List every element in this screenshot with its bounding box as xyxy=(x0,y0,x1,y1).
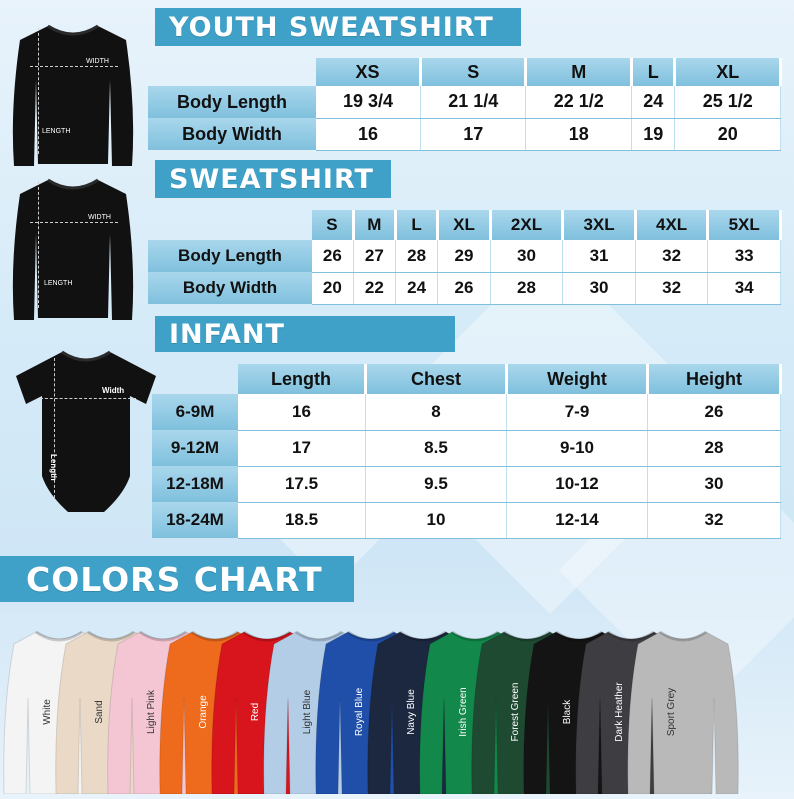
color-name-label: Sand xyxy=(94,700,105,724)
table-cell: 32 xyxy=(635,240,708,272)
size-header: S xyxy=(420,58,526,86)
column-header: Chest xyxy=(366,364,507,394)
length-label: LENGTH xyxy=(42,128,71,135)
table-cell: 27 xyxy=(353,240,395,272)
sweatshirt-size-header-row xyxy=(148,210,781,240)
table-cell: 7-9 xyxy=(507,394,648,430)
row-label: Body Length xyxy=(148,240,312,272)
size-header: L xyxy=(631,58,674,86)
color-name-label: White xyxy=(42,699,53,725)
sweatshirt-size-table xyxy=(148,210,782,305)
table-row xyxy=(148,272,781,304)
table-cell: 10-12 xyxy=(507,466,648,502)
column-header: Weight xyxy=(507,364,648,394)
table-row xyxy=(152,502,781,538)
row-label: 6-9M xyxy=(152,394,238,430)
table-cell: 22 xyxy=(353,272,395,304)
table-cell: 34 xyxy=(708,272,781,304)
table-cell: 32 xyxy=(648,502,781,538)
table-cell: 8.5 xyxy=(366,430,507,466)
sweatshirt-icon xyxy=(8,18,138,168)
size-header: L xyxy=(395,210,437,240)
table-cell: 10 xyxy=(366,502,507,538)
table-cell: 28 xyxy=(490,272,563,304)
size-header: XL xyxy=(438,210,490,240)
colors-chart-banner xyxy=(0,556,354,602)
column-header: Length xyxy=(238,364,366,394)
sweatshirt-image xyxy=(8,172,138,322)
size-header: M xyxy=(353,210,395,240)
table-row xyxy=(148,240,781,272)
table-cell: 16 xyxy=(238,394,366,430)
size-header: XL xyxy=(675,58,781,86)
infant-bodysuit-image xyxy=(6,346,166,514)
row-label: Body Width xyxy=(148,118,316,150)
table-cell: 30 xyxy=(648,466,781,502)
table-cell: 21 1/4 xyxy=(420,86,526,118)
table-cell: 19 xyxy=(631,118,674,150)
size-header: 3XL xyxy=(563,210,636,240)
color-name-label: Navy Blue xyxy=(406,689,417,735)
table-cell: 18.5 xyxy=(238,502,366,538)
column-header: Height xyxy=(648,364,781,394)
width-label: Width xyxy=(102,386,125,395)
row-label: 9-12M xyxy=(152,430,238,466)
table-cell: 19 3/4 xyxy=(316,86,420,118)
row-label: 12-18M xyxy=(152,466,238,502)
table-cell: 30 xyxy=(563,272,636,304)
infant-size-table xyxy=(152,364,782,539)
sweatshirt-banner xyxy=(155,160,391,198)
table-cell: 17 xyxy=(238,430,366,466)
color-name-label: Red xyxy=(250,702,261,722)
row-label: Body Length xyxy=(148,86,316,118)
youth-sweatshirt-image xyxy=(8,18,138,168)
table-cell: 25 1/2 xyxy=(675,86,781,118)
color-name-label: Royal Blue xyxy=(354,687,365,737)
sweatshirt-title: SWEATSHIRT xyxy=(169,163,374,195)
youth-sweatshirt-banner xyxy=(155,8,521,46)
table-cell: 26 xyxy=(648,394,781,430)
youth-size-header-row xyxy=(148,58,781,86)
table-cell: 31 xyxy=(563,240,636,272)
table-cell: 9-10 xyxy=(507,430,648,466)
sweatshirt-icon xyxy=(8,172,138,322)
table-cell: 28 xyxy=(648,430,781,466)
table-cell: 30 xyxy=(490,240,563,272)
infant-header-row xyxy=(152,364,781,394)
table-cell: 12-14 xyxy=(507,502,648,538)
table-cell: 20 xyxy=(675,118,781,150)
width-label: WIDTH xyxy=(88,214,111,221)
table-row xyxy=(148,118,781,150)
color-name-label: Irish Green xyxy=(458,687,469,737)
color-name-label: Light Blue xyxy=(302,689,313,735)
table-row xyxy=(152,430,781,466)
length-label: Length xyxy=(49,454,58,481)
table-cell: 22 1/2 xyxy=(526,86,632,118)
table-cell: 24 xyxy=(631,86,674,118)
table-cell: 17.5 xyxy=(238,466,366,502)
table-row xyxy=(148,86,781,118)
color-name-label: Dark Heather xyxy=(614,682,625,742)
color-name-label: Sport Grey xyxy=(666,687,677,737)
table-cell: 26 xyxy=(438,272,490,304)
table-cell: 16 xyxy=(316,118,420,150)
table-cell: 9.5 xyxy=(366,466,507,502)
color-name-label: Forest Green xyxy=(510,682,521,742)
youth-sweatshirt-title: YOUTH SWEATSHIRT xyxy=(169,11,494,43)
size-header: M xyxy=(526,58,632,86)
colors-chart-title: COLORS CHART xyxy=(26,559,323,599)
size-header: 5XL xyxy=(708,210,781,240)
size-header: 4XL xyxy=(635,210,708,240)
table-cell: 24 xyxy=(395,272,437,304)
color-name-label: Orange xyxy=(198,695,209,729)
color-name-label: Light Pink xyxy=(146,690,157,734)
color-swatch-sport-grey xyxy=(624,628,742,794)
infant-banner xyxy=(155,316,455,352)
table-cell: 18 xyxy=(526,118,632,150)
table-row xyxy=(152,394,781,430)
table-cell: 8 xyxy=(366,394,507,430)
table-row xyxy=(152,466,781,502)
table-cell: 20 xyxy=(312,272,353,304)
table-cell: 29 xyxy=(438,240,490,272)
table-cell: 33 xyxy=(708,240,781,272)
youth-size-table xyxy=(148,58,782,151)
size-header: S xyxy=(312,210,353,240)
width-label: WIDTH xyxy=(86,58,109,65)
color-name-label: Black xyxy=(562,699,573,725)
size-header: 2XL xyxy=(490,210,563,240)
row-label: 18-24M xyxy=(152,502,238,538)
infant-title: INFANT xyxy=(169,318,285,350)
size-header: XS xyxy=(316,58,420,86)
table-cell: 28 xyxy=(395,240,437,272)
bodysuit-icon xyxy=(6,346,166,514)
table-cell: 17 xyxy=(420,118,526,150)
table-cell: 32 xyxy=(635,272,708,304)
row-label: Body Width xyxy=(148,272,312,304)
length-label: LENGTH xyxy=(44,280,73,287)
sweatshirt-icon xyxy=(624,628,742,794)
table-cell: 26 xyxy=(312,240,353,272)
